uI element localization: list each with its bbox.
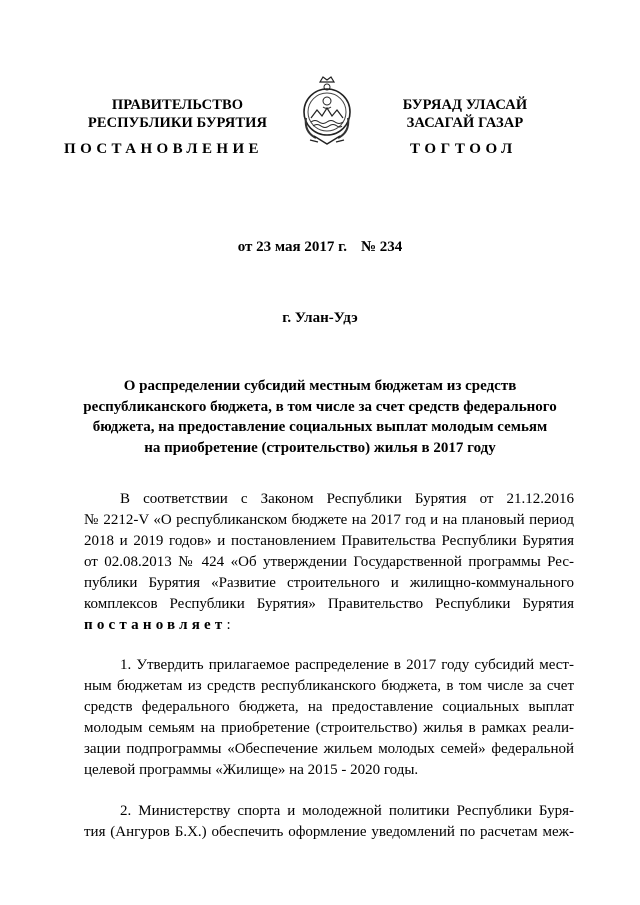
paragraph-line: от 02.08.2013 № 424 «Об утверждении Государственной программы Рес- (84, 554, 574, 570)
paragraph-line: комплексов Республики Бурятия» Правительство Республики Бурятия (84, 596, 574, 612)
clause-1-paragraph (84, 655, 574, 781)
document-title (60, 376, 580, 458)
decree-type-bua: ТОГТООЛ (410, 141, 517, 157)
issuer-ru-line-2: РЕСПУБЛИКИ БУРЯТИЯ (87, 115, 268, 131)
resolves-word: постановляет (84, 617, 227, 633)
paragraph-line: 2018 и 2019 годов» и постановлением Правительства Республики Бурятия (84, 533, 574, 549)
paragraph-line: средств федерального бюджета, на предоставление социальных выплат (84, 699, 574, 715)
decree-date: от 23 мая 2017 г. (237, 239, 347, 255)
issuer-bua-line-1: БУРЯАД УЛАСАЙ (402, 97, 528, 113)
title-line: бюджета, на предоставление социальных выплат молодым семьям (92, 419, 548, 435)
decree-number: № 234 (360, 239, 403, 255)
paragraph-line: целевой программы «Жилище» на 2015 - 2020 годы. (84, 762, 419, 778)
date-number-line (0, 238, 640, 256)
paragraph-line: тия (Ангуров Б.Х.) обеспечить оформление уведомлений по расчетам меж- (84, 824, 574, 840)
coat-of-arms-emblem (296, 74, 358, 150)
resolves-colon: : (226, 617, 231, 633)
clause-2-paragraph (84, 801, 574, 843)
paragraph-line: ным бюджетам из средств республиканского бюджета, в том числе за счет (84, 678, 574, 694)
paragraph-line: публики Бурятия «Развитие строительного и жилищно-коммунального (84, 575, 574, 591)
issuer-bua-line-2: ЗАСАГАЙ ГАЗАР (406, 115, 524, 131)
preamble-paragraph (84, 489, 574, 636)
title-line: на приобретение (строительство) жилья в 2017 году (144, 439, 496, 456)
paragraph-line: 1. Утвердить прилагаемое распределение в 2017 году субсидий мест- (120, 657, 574, 673)
paragraph-line: № 2212-V «О республиканском бюджете на 2017 год и на плановый период (84, 512, 574, 528)
title-line: О распределении субсидий местным бюджетам из средств (123, 378, 517, 394)
decree-type-ru: ПОСТАНОВЛЕНИЕ (64, 141, 263, 157)
paragraph-line: молодым семьям на приобретение (строительство) жилья в рамках реали- (84, 720, 574, 736)
paragraph-line: В соответствии с Законом Республики Бурятия от 21.12.2016 (120, 491, 574, 507)
issuer-ru-line-1: ПРАВИТЕЛЬСТВО (111, 97, 244, 113)
paragraph-line (84, 615, 574, 636)
paragraph-line: зации подпрограммы «Обеспечение жильем молодых семей» федеральной (84, 741, 574, 757)
city: г. Улан-Удэ (282, 310, 358, 326)
paragraph-line: 2. Министерству спорта и молодежной политики Республики Буря- (120, 803, 574, 819)
title-line: республиканского бюджета, в том числе за счет средств федерального (83, 398, 557, 415)
issuer-bua (370, 96, 560, 132)
issuer-ru (60, 96, 295, 132)
